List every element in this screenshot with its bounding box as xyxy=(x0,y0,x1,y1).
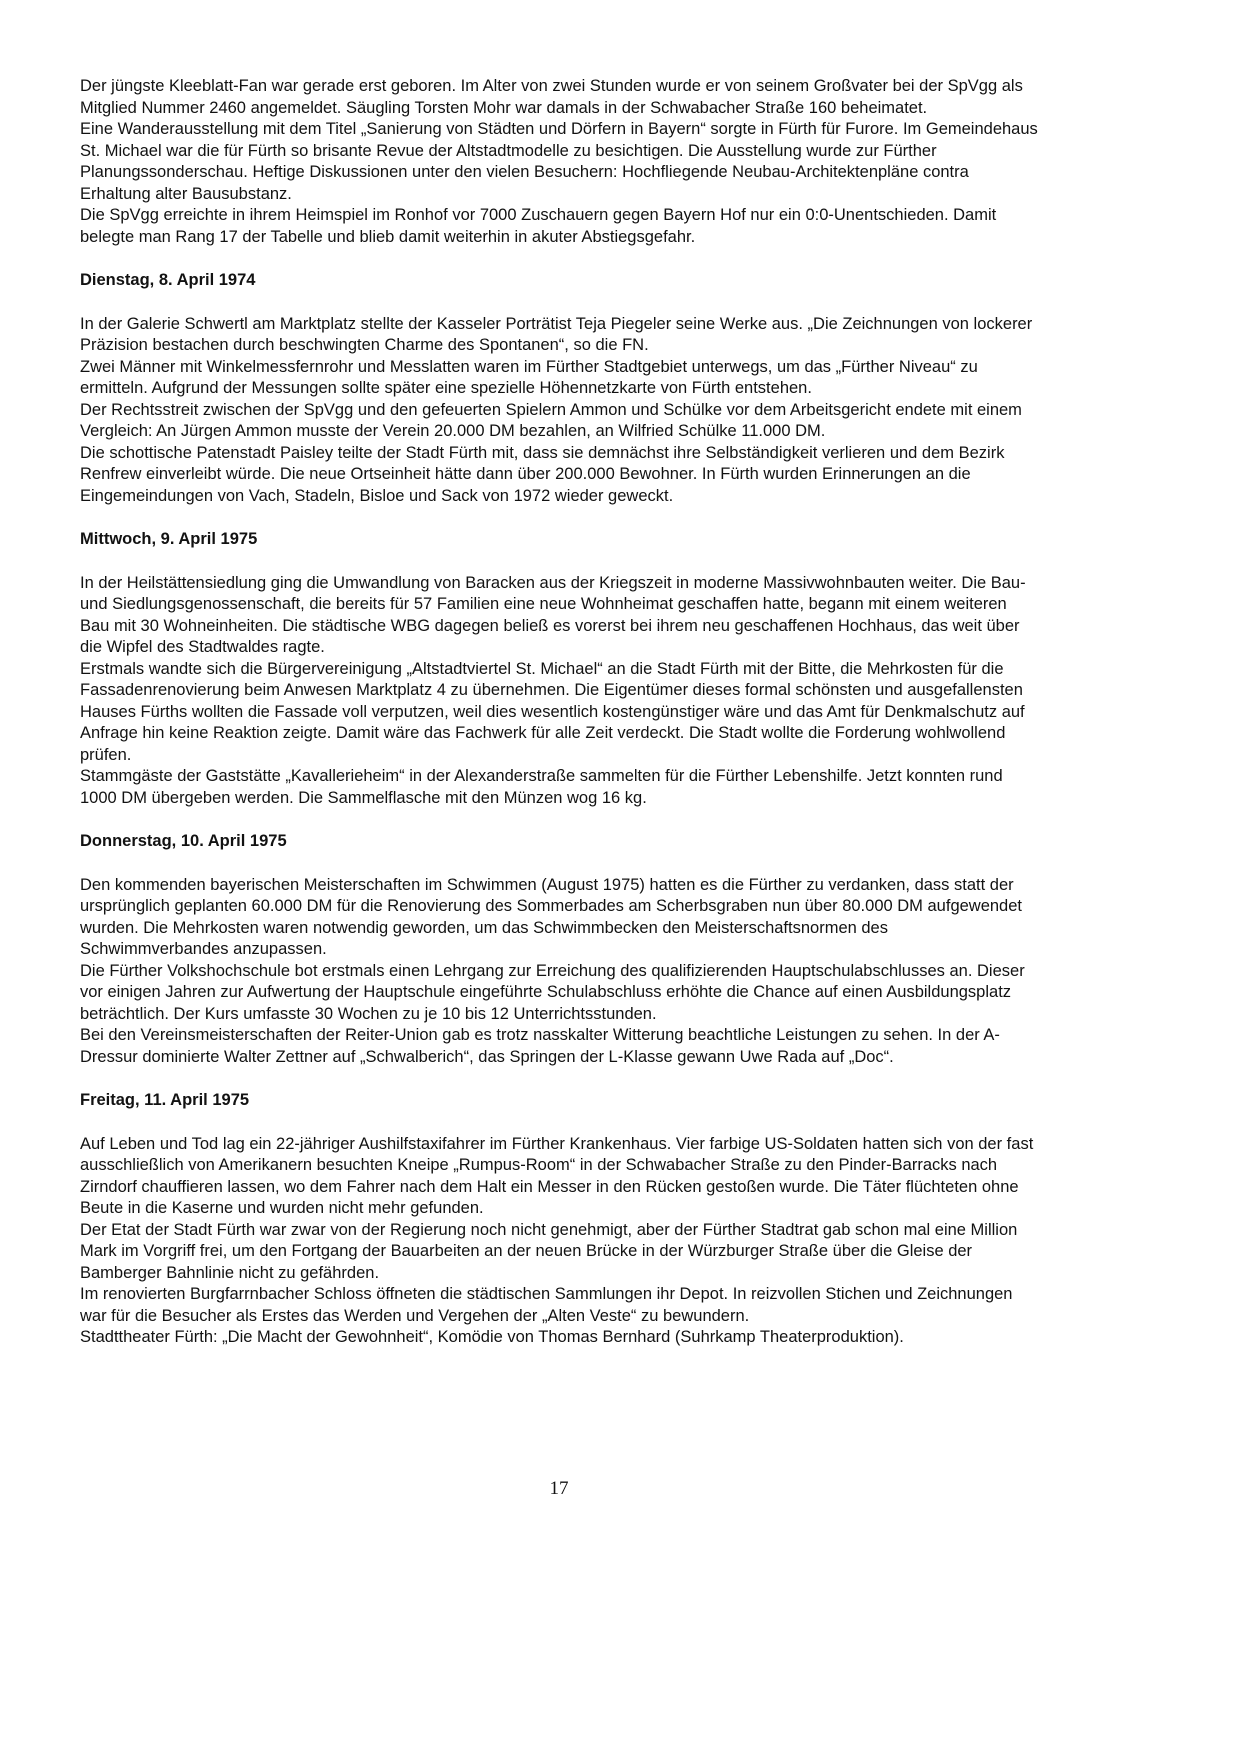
section-heading-mittwoch-9-april-1975: Mittwoch, 9. April 1975 xyxy=(80,530,258,548)
paragraph-stadttheater: Stadttheater Fürth: „Die Macht der Gewohnheit“, Komödie von Thomas Bernhard (Suhrkamp Theaterproduktion). xyxy=(80,1328,904,1346)
paragraph-patenstadt-paisley: Die schottische Patenstadt Paisley teilte der Stadt Fürth mit, dass sie demnächst ihre Selbständigkeit verlieren und dem Bezirk Renfrew einverleibt würde. Die neue Ortseinheit hätte dann über 200.000 Bewohner. In Fürth wurden Erinnerungen an die Eingemeindungen von Vach, Stadeln, Bisloe und Sack von 1972 wieder geweckt. xyxy=(80,443,1005,505)
paragraph-burgfarrnbacher-schloss: Im renovierten Burgfarrnbacher Schloss öffneten die städtischen Sammlungen ihr Depot. In reizvollen Stichen und Zeichnungen war für die Besucher als Erstes das Werden und Vergehen der „Alten Veste“ zu bewundern. xyxy=(80,1285,1013,1325)
paragraph-kavallerieheim: Stammgäste der Gaststätte „Kavallerieheim“ in der Alexanderstraße sammelten für die Fürther Lebenshilfe. Jetzt konnten rund 1000 DM übergeben werden. Die Sammelflasche mit den Münzen wog 16 kg. xyxy=(80,767,1003,807)
page-number: 17 xyxy=(549,1478,569,1499)
section-heading-freitag-11-april-1975: Freitag, 11. April 1975 xyxy=(80,1091,250,1109)
paragraph-wanderausstellung: Eine Wanderausstellung mit dem Titel „Sanierung von Städten und Dörfern in Bayern“ sorgte in Fürth für Furore. Im Gemeindehaus St. Michael war die für Fürth so brisante Revue der Altstadtmodelle zu besichtigen. Die Ausstellung wurde zur Fürther Planungssonderschau. Heftige Diskussionen unter den vielen Besuchern: Hochfliegende Neubau-Architektenpläne contra Erhaltung alter Bausubstanz. xyxy=(80,120,1038,203)
page-content xyxy=(80,76,1038,1349)
paragraph-etat-stadt-fuerth: Der Etat der Stadt Fürth war zwar von der Regierung noch nicht genehmigt, aber der Fürther Stadtrat gab schon mal eine Million Mark im Vorgriff frei, um den Fortgang der Bauarbeiten an der neuen Brücke in der Würzburger Straße über die Gleise der Bamberger Bahnlinie nicht zu gefährden. xyxy=(80,1220,1018,1282)
paragraph-spvgg-heimspiel: Die SpVgg erreichte in ihrem Heimspiel im Ronhof vor 7000 Zuschauern gegen Bayern Hof nur ein 0:0-Unentschieden. Damit belegte man Rang 17 der Tabelle und blieb damit weiterhin in akuter Abstiegsgefahr. xyxy=(80,206,997,246)
paragraph-volkshochschule: Die Fürther Volkshochschule bot erstmals einen Lehrgang zur Erreichung des qualifizierenden Hauptschulabschlusses an. Dieser vor einigen Jahren zur Aufwertung der Hauptschule eingeführte Schulabschluss erhöhte die Chance auf einen Ausbildungsplatz beträchtlich. Der Kurs umfasste 30 Wochen zu je 10 bis 12 Unterrichtsstunden. xyxy=(80,961,1025,1023)
paragraph-winkelmessfernrohr: Zwei Männer mit Winkelmessfernrohr und Messlatten waren im Fürther Stadtgebiet unterwegs, um das „Fürther Niveau“ zu ermitteln. Aufgrund der Messungen sollte später eine spezielle Höhennetzkarte von Fürth entstehen. xyxy=(80,357,978,397)
paragraph-rechtsstreit-spvgg: Der Rechtsstreit zwischen der SpVgg und den gefeuerten Spielern Ammon und Schülke vor dem Arbeitsgericht endete mit einem Vergleich: An Jürgen Ammon musste der Verein 20.000 DM bezahlen, an Wilfried Schülke 11.000 DM. xyxy=(80,400,1022,440)
section-heading-dienstag-8-april-1974: Dienstag, 8. April 1974 xyxy=(80,271,256,289)
paragraph-buergervereinigung-altstadtviertel: Erstmals wandte sich die Bürgervereinigung „Altstadtviertel St. Michael“ an die Stadt Fürth mit der Bitte, die Mehrkosten für die Fassadenrenovierung beim Anwesen Marktplatz 4 zu übernehmen. Die Eigentümer dieses formal schönsten und ausgefallensten Hauses Fürths wollten die Fassade voll verputzen, weil dies wesentlich kostengünstiger wäre und das Amt für Denkmalschutz auf Anfrage hin keine Reaktion zeigte. Damit wäre das Fachwerk für alle Zeit verdeckt. Die Stadt wollte die Forderung wohlwollend prüfen. xyxy=(80,659,1025,764)
section-heading-donnerstag-10-april-1975: Donnerstag, 10. April 1975 xyxy=(80,832,287,850)
paragraph-galerie-schwertl: In der Galerie Schwertl am Marktplatz stellte der Kasseler Porträtist Teja Piegeler seine Werke aus. „Die Zeichnungen von lockerer Präzision bestachen durch beschwingten Charme des Spontanen“, so die FN. xyxy=(80,314,1033,354)
paragraph-reiter-union: Bei den Vereinsmeisterschaften der Reiter-Union gab es trotz nasskalter Witterung beachtliche Leistungen zu sehen. In der A-Dressur dominierte Walter Zettner auf „Schwalberich“, das Springen der L-Klasse gewann Uwe Rada auf „Doc“. xyxy=(80,1026,1000,1066)
paragraph-kleeblatt-fan: Der jüngste Kleeblatt-Fan war gerade erst geboren. Im Alter von zwei Stunden wurde er von seinem Großvater bei der SpVgg als Mitglied Nummer 2460 angemeldet. Säugling Torsten Mohr war damals in der Schwabacher Straße 160 beheimatet. xyxy=(80,77,1023,117)
paragraph-heilstaettensiedlung: In der Heilstättensiedlung ging die Umwandlung von Baracken aus der Kriegszeit in moderne Massivwohnbauten weiter. Die Bau- und Siedlungsgenossenschaft, die bereits für 57 Familien eine neue Wohnheimat geschaffen hatte, begann mit einem weiteren Bau mit 30 Wohneinheiten. Die städtische WBG dagegen beließ es vorerst bei ihrem neu geschaffenen Hochhaus, das weit über die Wipfel des Stadtwaldes ragte. xyxy=(80,573,1026,656)
paragraph-aushilfstaxifahrer: Auf Leben und Tod lag ein 22-jähriger Aushilfstaxifahrer im Fürther Krankenhaus. Vier farbige US-Soldaten hatten sich von der fast ausschließlich von Amerikanern besuchten Kneipe „Rumpus-Room“ in der Schwabacher Straße zu den Pinder-Barracks nach Zirndorf chauffieren lassen, wo dem Fahrer nach dem Halt ein Messer in den Rücken gestoßen wurde. Die Täter flüchteten ohne Beute in die Kaserne und wurden nicht mehr gefunden. xyxy=(80,1134,1034,1217)
paragraph-meisterschaften-schwimmen: Den kommenden bayerischen Meisterschaften im Schwimmen (August 1975) hatten es die Fürther zu verdanken, dass statt der ursprünglich geplanten 60.000 DM für die Renovierung des Sommerbades am Scherbsgraben nun über 80.000 DM aufgewendet wurden. Die Mehrkosten waren notwendig geworden, um das Schwimmbecken den Meisterschaftsnormen des Schwimmverbandes anzupassen. xyxy=(80,875,1022,958)
